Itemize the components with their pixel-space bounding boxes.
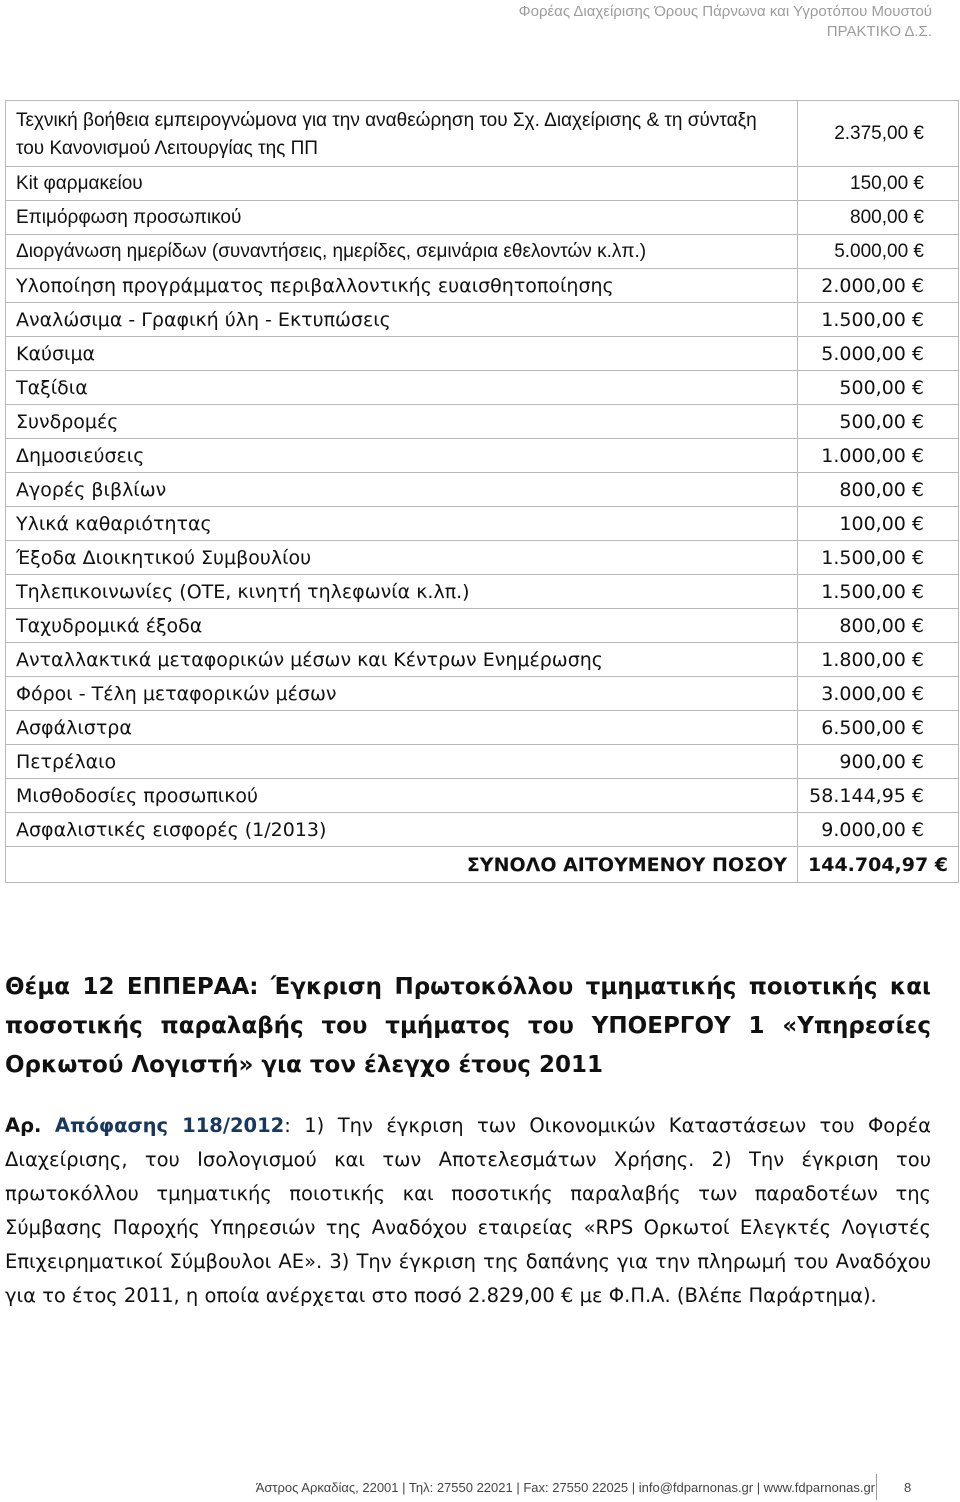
budget-row: [6, 609, 959, 643]
budget-item-label: Ανταλλακτικά μεταφορικών μέσων και Κέντρων Ενημέρωσης: [6, 643, 798, 677]
budget-row: [6, 371, 959, 405]
budget-item-label: Ασφάλιστρα: [6, 711, 798, 745]
budget-item-label: Kit φαρμακείου: [6, 167, 798, 201]
budget-item-label: Διοργάνωση ημερίδων (συναντήσεις, ημερίδες, σεμινάρια εθελοντών κ.λπ.): [6, 235, 798, 269]
budget-item-amount: 1.000,00 €: [798, 439, 959, 473]
budget-row: [6, 677, 959, 711]
budget-item-label: Ταξίδια: [6, 371, 798, 405]
budget-item-label: Ταχυδρομικά έξοδα: [6, 609, 798, 643]
budget-item-amount: 5.000,00 €: [798, 235, 959, 269]
budget-row: [6, 201, 959, 235]
budget-row: [6, 337, 959, 371]
header-document-type: ΠΡΑΚΤΙΚΟ Δ.Σ.: [826, 23, 932, 40]
budget-row: [6, 269, 959, 303]
budget-row: [6, 745, 959, 779]
budget-item-label: Επιμόρφωση προσωπικού: [6, 201, 798, 235]
budget-table: [5, 100, 959, 883]
budget-item-amount: 100,00 €: [798, 507, 959, 541]
page-number: 8: [904, 1480, 912, 1495]
budget-item-amount: 150,00 €: [798, 167, 959, 201]
decision-number: Απόφασης 118/2012: [54, 1114, 285, 1137]
budget-row: [6, 405, 959, 439]
decision-prefix: Αρ.: [5, 1114, 42, 1137]
budget-item-amount: 500,00 €: [798, 371, 959, 405]
budget-row: [6, 101, 959, 167]
budget-item-label: Τηλεπικοινωνίες (ΟΤΕ, κινητή τηλεφωνία κ.λπ.): [6, 575, 798, 609]
budget-total-label: ΣΥΝΟΛΟ ΑΙΤΟΥΜΕΝΟΥ ΠΟΣΟΥ: [6, 847, 798, 883]
agenda-item: [5, 968, 931, 1313]
budget-item-label: Τεχνική βοήθεια εμπειρογνώμονα για την αναθεώρηση του Σχ. Διαχείρισης & τη σύνταξη του Κανονισμού Λειτουργίας της ΠΠ: [6, 101, 798, 167]
budget-item-label: Καύσιμα: [6, 337, 798, 371]
budget-item-label: Αναλώσιμα - Γραφική ύλη - Εκτυπώσεις: [6, 303, 798, 337]
budget-row: [6, 643, 959, 677]
decision-paragraph: [5, 1109, 931, 1313]
budget-item-amount: 58.144,95 €: [798, 779, 959, 813]
budget-item-amount: 3.000,00 €: [798, 677, 959, 711]
budget-item-amount: 9.000,00 €: [798, 813, 959, 847]
budget-item-amount: 2.000,00 €: [798, 269, 959, 303]
budget-row: [6, 473, 959, 507]
budget-row: [6, 439, 959, 473]
budget-item-amount: 1.500,00 €: [798, 303, 959, 337]
budget-item-label: Υλοποίηση προγράμματος περιβαλλοντικής ευαισθητοποίησης: [6, 269, 798, 303]
budget-item-amount: 800,00 €: [798, 473, 959, 507]
budget-item-amount: 800,00 €: [798, 201, 959, 235]
budget-item-amount: 500,00 €: [798, 405, 959, 439]
budget-item-label: Έξοδα Διοικητικού Συμβουλίου: [6, 541, 798, 575]
budget-item-label: Υλικά καθαριότητας: [6, 507, 798, 541]
budget-total-amount: 144.704,97 €: [798, 847, 959, 883]
budget-item-label: Πετρέλαιο: [6, 745, 798, 779]
budget-item-label: Ασφαλιστικές εισφορές (1/2013): [6, 813, 798, 847]
budget-item-label: Φόροι - Τέλη μεταφορικών μέσων: [6, 677, 798, 711]
budget-item-label: Αγορές βιβλίων: [6, 473, 798, 507]
budget-row: [6, 575, 959, 609]
budget-row: [6, 541, 959, 575]
page-header: [519, 2, 932, 42]
budget-item-amount: 1.500,00 €: [798, 575, 959, 609]
budget-row: [6, 813, 959, 847]
agenda-item-heading: Θέμα 12 ΕΠΠΕΡΑΑ: Έγκριση Πρωτοκόλλου τμηματικής ποιοτικής και ποσοτικής παραλαβής του τμήματος του ΥΠΟΕΡΓΟΥ 1 «Υπηρεσίες Ορκωτού Λογιστή» για τον έλεγχο έτους 2011: [5, 974, 931, 1078]
budget-row: [6, 711, 959, 745]
budget-item-amount: 1.500,00 €: [798, 541, 959, 575]
budget-item-label: Συνδρομές: [6, 405, 798, 439]
budget-item-amount: 2.375,00 €: [798, 101, 959, 167]
footer-contact: Άστρος Αρκαδίας, 22001 | Τηλ: 27550 22021 | Fax: 27550 22025 | info@fdparnonas.gr | www.fdparnonas.gr: [255, 1480, 875, 1495]
budget-row: [6, 507, 959, 541]
budget-item-label: Δημοσιεύσεις: [6, 439, 798, 473]
budget-item-amount: 5.000,00 €: [798, 337, 959, 371]
budget-row: [6, 235, 959, 269]
budget-row: [6, 303, 959, 337]
budget-item-amount: 1.800,00 €: [798, 643, 959, 677]
decision-text: : 1) Την έγκριση των Οικονομικών Καταστάσεων του Φορέα Διαχείρισης, του Ισολογισμού και των Αποτελεσμάτων Χρήσης. 2) Την έγκριση του πρωτοκόλλου τμηματικής ποιοτικής και ποσοτικής παραλαβής των παραδοτέων της Σύμβασης Παροχής Υπηρεσιών της Αναδόχου εταιρείας «RPS Ορκωτοί Ελεγκτές Λογιστές Επιχειρηματικοί Σύμβουλοι ΑΕ». 3) Την έγκριση της δαπάνης για την πληρωμή του Αναδόχου για το έτος 2011, η οποία ανέρχεται στο ποσό 2.829,00 € με Φ.Π.Α. (Βλέπε Παράρτημα).: [5, 1114, 931, 1307]
footer-divider: [876, 1474, 877, 1500]
budget-item-amount: 900,00 €: [798, 745, 959, 779]
header-organization: Φορέας Διαχείρισης Όρους Πάρνωνα και Υγροτόπου Μουστού: [518, 3, 932, 20]
budget-table-body: [6, 101, 959, 883]
budget-row: [6, 779, 959, 813]
budget-row: [6, 167, 959, 201]
budget-item-label: Μισθοδοσίες προσωπικού: [6, 779, 798, 813]
budget-item-amount: 6.500,00 €: [798, 711, 959, 745]
budget-item-amount: 800,00 €: [798, 609, 959, 643]
budget-total-row: [6, 847, 959, 883]
